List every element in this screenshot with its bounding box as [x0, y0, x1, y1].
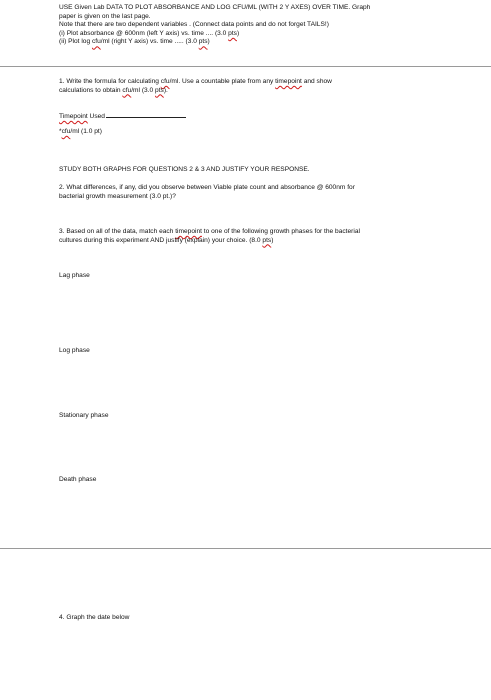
question-3 [59, 228, 464, 245]
item-i-close: ) [236, 29, 240, 37]
instruction-line-2: paper is given on the last page. [59, 12, 151, 20]
study-note-text: STUDY BOTH GRAPHS FOR QUESTIONS 2 & 3 AND JUSTIFY YOUR RESPONSE. [59, 166, 310, 173]
q1-unit: cfu [160, 78, 170, 85]
instruction-item-ii [59, 38, 464, 47]
instruction-line-1: USE Given Lab DATA TO PLOT ABSORBANCE AND LOG CFU/ML (WITH 2 Y AXES) OVER TIME. Graph [59, 4, 371, 11]
instruction-line-3: Note that there are two dependent variables . (Connect data points and do not forget TAILS!) [59, 21, 329, 29]
death-phase-label: Death phase [59, 476, 97, 483]
q1-line2-a: calculations to obtain [59, 86, 123, 94]
study-note [59, 166, 464, 175]
q1-text-a: 1. Write the formula for calculating [59, 78, 161, 85]
q1-text-c: and show [301, 78, 332, 85]
q1-text-b: /ml. Use a countable plate from any [169, 78, 276, 85]
item-i-text: (i) Plot absorbance @ 600nm (left Y axis) vs. time .... (3.0 [59, 29, 229, 37]
cfu-label-word: cfu [61, 128, 71, 135]
instruction-item-i [59, 30, 464, 39]
question-1 [59, 78, 464, 95]
question-3-line-2 [59, 237, 464, 246]
question-1-line-1 [59, 78, 464, 87]
item-ii-mid: /ml (right Y axis) vs. time ..... (3.0 [100, 38, 199, 46]
stationary-phase-label: Stationary phase [59, 412, 109, 419]
timepoint-used-field [59, 111, 464, 122]
timepoint-label-word: Timepoint [59, 113, 88, 120]
q1-line2-b: /ml (3.0 [131, 86, 156, 94]
q1-line2-c: ). [163, 86, 168, 94]
item-ii-close: ) [207, 38, 210, 46]
q3-text-a: 3. Based on all of the data, match each [59, 228, 176, 235]
q1-timepoint: timepoint [275, 78, 302, 85]
q3-line2-a: cultures during this experiment AND justify (explain) your choice. (8.0 [59, 236, 263, 244]
q3-text-b: to one of the following growth phases for the bacterial [201, 228, 360, 235]
lag-phase-label: Lag phase [59, 272, 90, 279]
cfu-ml-field [59, 128, 464, 137]
page-break-line [0, 548, 491, 549]
item-ii-text: (ii) Plot log [59, 38, 92, 46]
item-ii-unit: cfu [91, 38, 101, 46]
item-i-pts: pts [228, 29, 237, 37]
q1-line2-unit: cfu [122, 86, 132, 94]
q1-line2-pts: pts [155, 86, 164, 94]
cfu-label-rest: /ml (1.0 pt) [70, 128, 102, 135]
question-2-line-1: 2. What differences, if any, did you observe between Viable plate count and absorbance @ 600nm for [59, 184, 355, 191]
question-4: 4. Graph the date below [59, 614, 130, 621]
instructions-block [59, 4, 464, 47]
timepoint-answer-blank[interactable] [106, 111, 186, 118]
section-divider [0, 66, 491, 67]
question-1-line-2 [59, 87, 464, 96]
question-2 [59, 184, 464, 201]
q3-line2-b: ) [271, 236, 274, 244]
log-phase-label: Log phase [59, 347, 90, 354]
timepoint-label-rest: Used [87, 113, 105, 120]
cfu-asterisk: * [59, 128, 62, 135]
q3-pts: pts [262, 236, 272, 244]
question-3-line-1 [59, 228, 464, 237]
question-2-line-2: bacterial growth measurement (3.0 pt.)? [59, 192, 176, 200]
item-ii-pts: pts [198, 38, 208, 46]
q3-timepoint: timepoint [175, 228, 202, 235]
